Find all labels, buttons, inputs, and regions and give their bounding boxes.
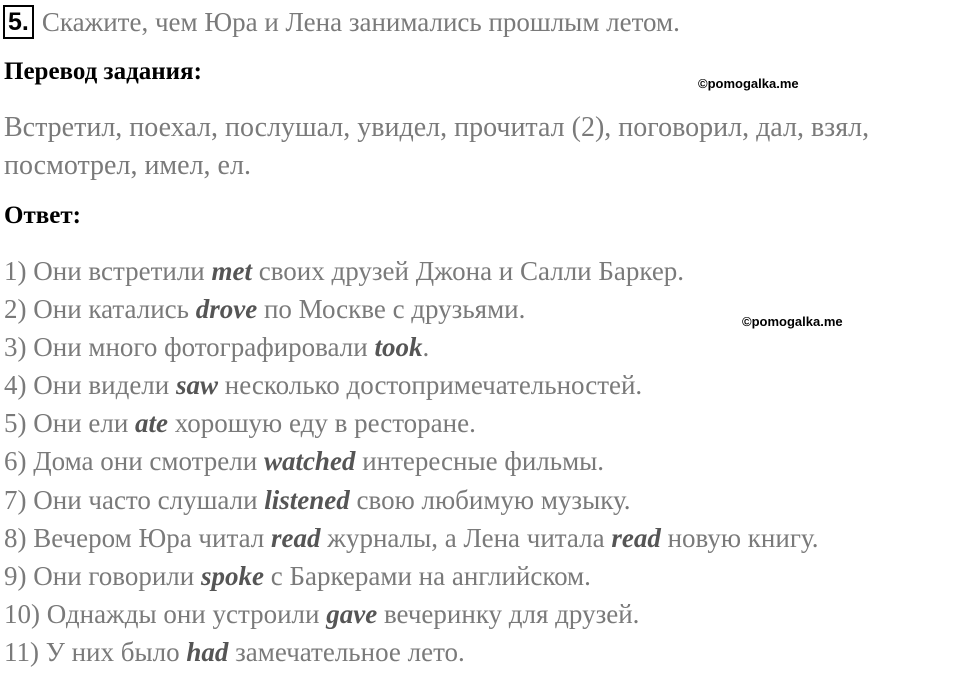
answer-heading: Ответ: xyxy=(4,202,81,229)
answer-text: 10) Однажды они устроили xyxy=(4,598,327,629)
task-statement xyxy=(3,4,680,40)
answer-verb: met xyxy=(211,256,252,286)
answer-verb: took xyxy=(374,332,423,363)
answer-item xyxy=(4,404,818,442)
answer-text: несколько достопримечательностей. xyxy=(218,370,643,401)
answer-text: 11) У них было xyxy=(4,636,187,667)
task-text: Скажите, чем Юра и Лена занимались прошлым летом. xyxy=(41,6,680,37)
answer-text: 7) Они часто слушали xyxy=(4,484,265,515)
answer-text: 5) Они ели xyxy=(4,408,136,439)
answer-item xyxy=(4,595,818,633)
answer-verb: listened xyxy=(264,484,350,515)
answer-text: 4) Они видели xyxy=(4,370,176,401)
answer-verb: read xyxy=(611,522,661,553)
answer-text: свою любимую музыку. xyxy=(349,484,631,515)
answer-verb: ate xyxy=(135,408,169,439)
answer-text: новую книгу. xyxy=(660,522,819,553)
answer-text: вечеринку для друзей. xyxy=(377,598,640,629)
answer-verb: gave xyxy=(326,598,378,629)
answer-text: замечательное лето. xyxy=(228,636,465,667)
answer-text: по Москве с друзьями. xyxy=(257,294,526,325)
answer-text: . xyxy=(422,332,430,363)
answer-verb: watched xyxy=(263,446,356,477)
answer-verb: read xyxy=(271,522,321,553)
answer-text: с Баркерами на английском. xyxy=(263,560,591,591)
watermark: ©pomogalka.me xyxy=(698,76,799,91)
answer-item xyxy=(4,290,818,328)
answer-text: журналы, а Лена читала xyxy=(320,522,612,553)
answer-item xyxy=(4,366,818,404)
answer-text: 2) Они катались xyxy=(4,294,196,325)
answer-item xyxy=(4,557,818,595)
task-number-badge: 5. xyxy=(3,5,34,39)
answer-item xyxy=(4,328,818,366)
answer-text: хорошую еду в ресторане. xyxy=(168,408,476,439)
translation-heading: Перевод задания: xyxy=(4,58,202,85)
answer-item xyxy=(4,252,818,290)
answer-list xyxy=(4,252,818,671)
answer-verb: had xyxy=(186,636,229,667)
answer-verb: saw xyxy=(175,370,219,401)
watermark: ©pomogalka.me xyxy=(742,314,843,329)
answer-text: 8) Вечером Юра читал xyxy=(4,522,272,553)
answer-text: интересные фильмы. xyxy=(355,446,605,477)
answer-text: своих друзей Джона и Салли Баркер. xyxy=(252,256,685,286)
answer-text: 6) Дома они смотрели xyxy=(4,446,264,477)
answer-text: 9) Они говорили xyxy=(4,560,201,591)
answer-item xyxy=(4,519,818,557)
answer-verb: drove xyxy=(195,294,258,325)
answer-text: 3) Они много фотографировали xyxy=(4,332,375,363)
answer-item xyxy=(4,442,818,480)
answer-item xyxy=(4,633,818,671)
answer-item xyxy=(4,481,818,519)
answer-verb: spoke xyxy=(200,560,264,591)
answer-text: 1) Они встретили xyxy=(4,256,212,286)
translation-text: Встретил, поехал, послушал, увидел, прочитал (2), поговорил, дал, взял, посмотрел, имел, ел. xyxy=(4,112,870,181)
